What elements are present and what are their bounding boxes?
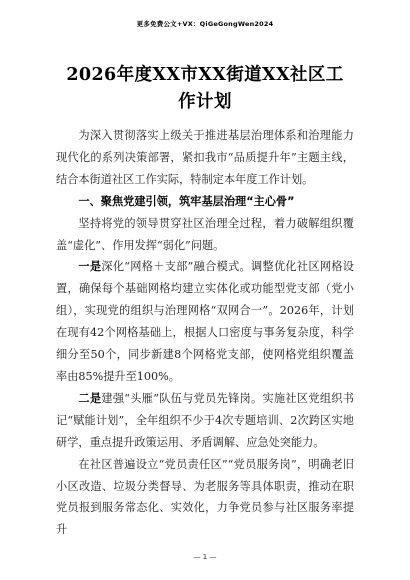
paragraph-4: 在社区普遍设立“党员责任区”“党员服务岗”，明确老旧小区改造、垃圾分类督导、为老服务等具体职责，推动在职党员报到服务常态化、实效化，力争党员参与社区服务率提升 — [56, 457, 354, 537]
paragraph-2-lead: 一是 — [78, 259, 102, 274]
document-title: 2026年度XX市XX街道XX社区工作计划 — [66, 65, 344, 112]
page-number: — 1 — — [193, 553, 217, 561]
paragraph-3-lead: 二是 — [78, 390, 102, 405]
intro-paragraph: 为深入贯彻落实上级关于推进基层治理体系和治理能力现代化的系列决策部署，紧扣我市“品质提升年”主题主线，结合本街道社区工作实际，特制定本年度工作计划。 — [56, 129, 354, 186]
paragraph-3-text: 建强“头雁”队伍与党员先锋岗。实施社区党组织书记“赋能计划”，全年组织不少于4次专题培训、2次跨区实地研学，重点提升政策运用、矛盾调解、应急处突能力。 — [56, 391, 354, 449]
paragraph-2-text: 深化“网格＋支部”融合模式。调整优化社区网格设置，确保每个基础网格均建立实体化或功能型党支部（党小组），实现党的组织与治理网格“双网合一”。2026年，计划在现有42个网格基础上，根据人口密度与事务复杂度，科学细分至50个，同步新建8个网格党支部，使网格党组织覆盖率由85%提升至100%。 — [56, 260, 354, 383]
document-body — [56, 125, 354, 541]
paragraph-3 — [56, 388, 354, 454]
section-heading-1: 一、聚焦党建引领，筑牢基层治理“主心骨” — [78, 194, 295, 208]
header-note: 更多免费公文+VX：QiGeGongWen2024 — [136, 20, 274, 28]
paragraph-1: 坚持将党的领导贯穿社区治理全过程，着力破解组织覆盖“虚化”、作用发挥“弱化”问题。 — [56, 216, 354, 252]
paragraph-2 — [56, 256, 354, 387]
